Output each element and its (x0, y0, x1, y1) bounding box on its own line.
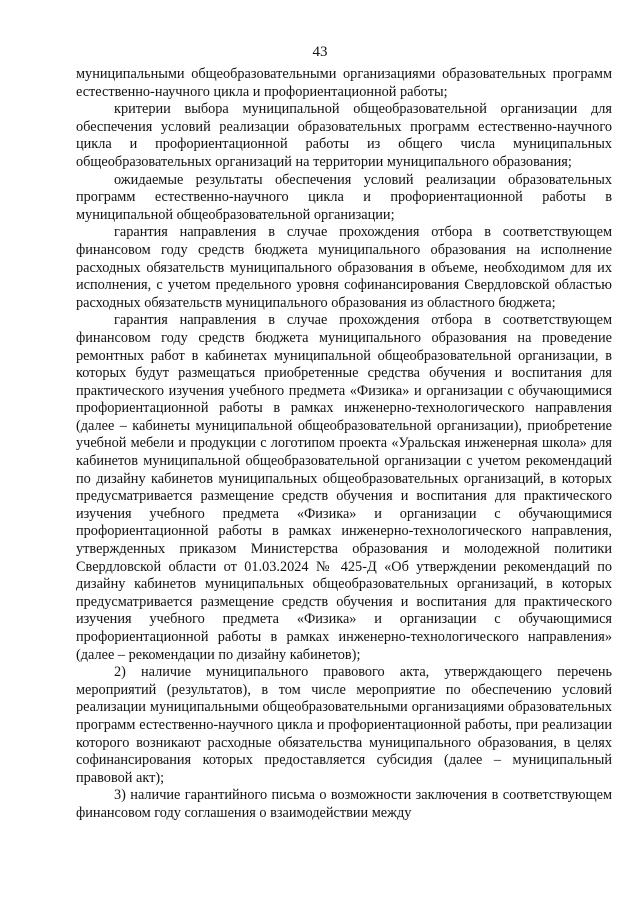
paragraph-budget-guarantee: гарантия направления в случае прохождения отбора в соответствующем финансовом году средств бюджета муниципального образования на исполнение расходных обязательств муниципального образования в объеме, необходимом для их исполнения, с учетом предельного уровня софинансирования Свердловской областью расходных обязательств муниципального образования из областного бюджета; (76, 224, 612, 311)
document-body (76, 66, 612, 823)
paragraph-expected-results: ожидаемые результаты обеспечения условий реализации образовательных программ естественно-научного цикла и профориентационной работы в муниципальной общеобразовательной организации; (76, 171, 612, 223)
paragraph-legal-act: 2) наличие муниципального правового акта, утверждающего перечень мероприятий (результатов), в том числе мероприятие по обеспечению условий реализации муниципальными общеобразовательными организациями образовательных программ естественно-научного цикла и профориентационной работы, при реализации которого возникают расходные обязательства муниципального образования, в целях софинансирования которых предоставляется субсидия (далее – муниципальный правовой акт); (76, 664, 612, 786)
paragraph-guarantee-letter: 3) наличие гарантийного письма о возможности заключения в соответствующем финансовом году соглашения о взаимодействии между (76, 787, 612, 821)
paragraph-renovation-guarantee: гарантия направления в случае прохождения отбора в соответствующем финансовом году средств бюджета муниципального образования на проведение ремонтных работ в кабинетах муниципальной общеобразовательной организации, в которых будут размещаться приобретенные средства обучения и воспитания для практического изучения учебного предмета «Физика» и организации с обучающимися профориентационной работы в рамках инженерно-технологического направления (далее – кабинеты муниципальной общеобразовательной организации), приобретение учебной мебели и продукции с логотипом проекта «Уральская инженерная школа» для кабинетов муниципальной общеобразовательной организации с учетом рекомендаций по дизайну кабинетов муниципальных общеобразовательных организаций, в которых предусматривается размещение средств обучения и воспитания для практического изучения учебного предмета «Физика» и организации с обучающимися профориентационной работы в рамках инженерно-технологического направления, утвержденных приказом Министерства образования и молодежной политики Свердловской области от 01.03.2024 № 425-Д «Об утверждении рекомендаций по дизайну кабинетов муниципальных общеобразовательных организаций, в которых предусматривается размещение средств обучения и воспитания для практического изучения учебного предмета «Физика» и организации с обучающимися профориентационной работы в рамках инженерно-технологического направления» (далее – рекомендации по дизайну кабинетов); (76, 312, 612, 663)
page-number: 43 (312, 44, 328, 60)
paragraph-continuation: муниципальными общеобразовательными организациями образовательных программ естественно-научного цикла и профориентационной работы; (76, 66, 612, 100)
paragraph-selection-criteria: критерии выбора муниципальной общеобразовательной организации для обеспечения условий реализации образовательных программ естественно-научного цикла и профориентационной работы из общего числа муниципальных общеобразовательных организаций на территории муниципального образования; (76, 101, 612, 170)
